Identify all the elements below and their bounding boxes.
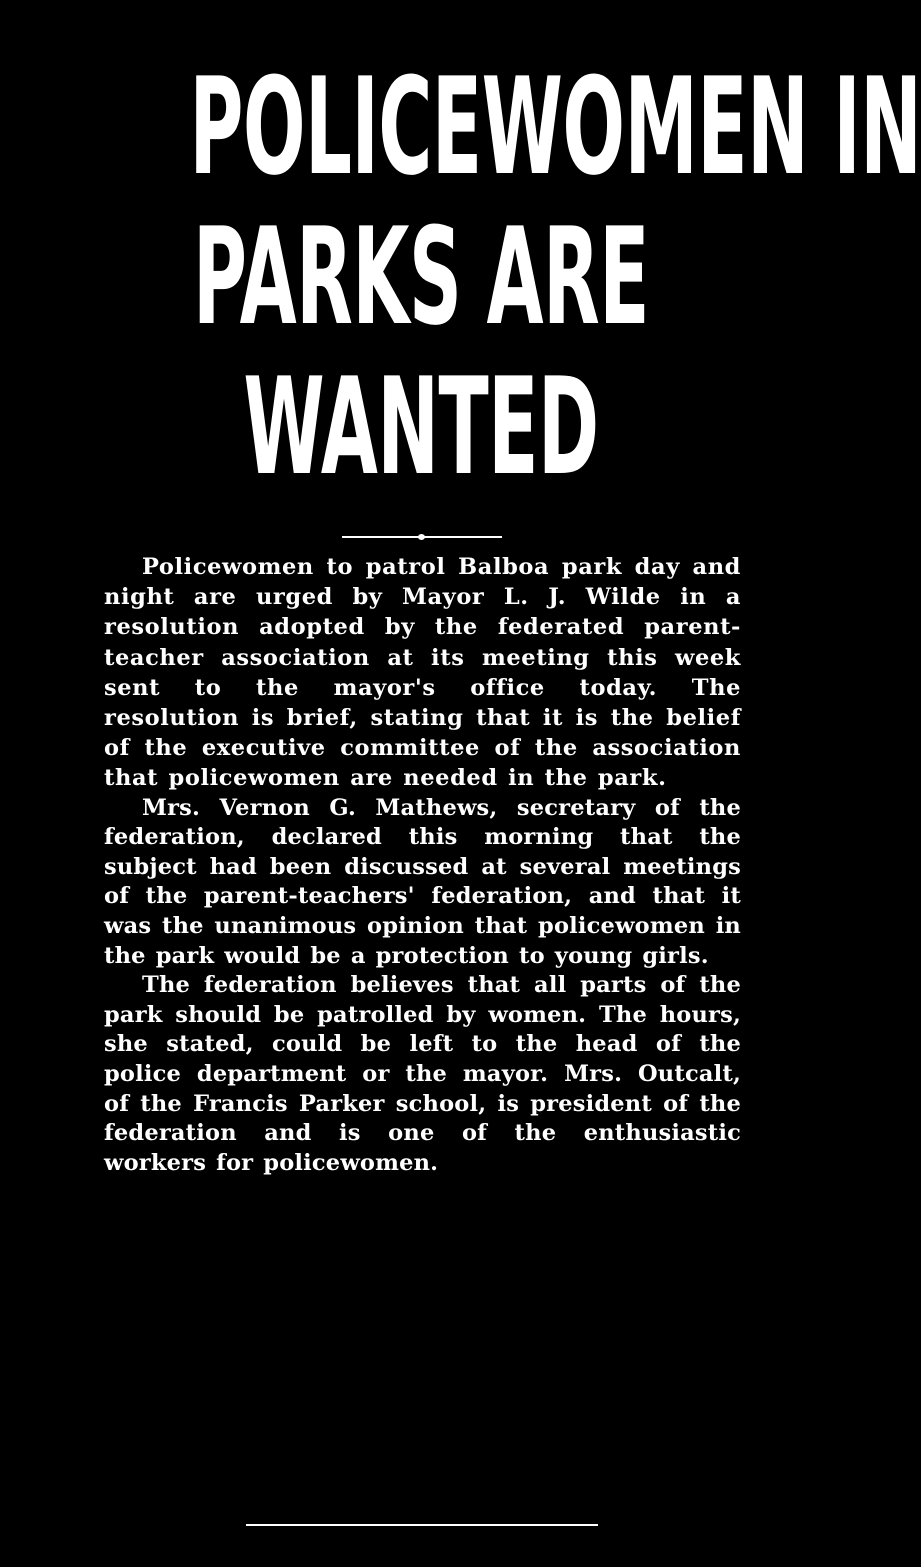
headline-line-3: WANTED bbox=[243, 349, 599, 505]
article-paragraph-1: Policewomen to patrol Balboa park day and night are urged by Mayor L. J. Wilde in a resolution adopted by the federated parent-teacher association at its meeting this week sent to the mayor's office today. The resolution is brief, stating that it is the belief of the executive committee of the association that policewomen are needed in the park. bbox=[104, 554, 741, 792]
article-paragraph-3: The federation believes that all parts of the park should be patrolled by women. The hours, she stated, could be left to the head of the police department or the mayor. Mrs. Outcalt, of the Francis Parker school, is president of the federation and is one of the enthusiastic workers for policewomen. bbox=[104, 972, 741, 1176]
divider-dot-icon bbox=[418, 534, 425, 540]
article-body bbox=[104, 552, 741, 1178]
headline-line-1: POLICEWOMEN IN bbox=[189, 49, 921, 205]
headline-line-2: PARKS ARE bbox=[192, 199, 650, 355]
article-end-rule bbox=[246, 1524, 598, 1526]
article-paragraph-2: Mrs. Vernon G. Mathews, secretary of the federation, declared this morning that the subject had been discussed at several meetings of the parent-teachers' federation, and that it was the unanimous opinion that policewomen in the park would be a protection to young girls. bbox=[104, 794, 741, 969]
headline-divider bbox=[342, 534, 502, 540]
headline bbox=[0, 49, 921, 505]
